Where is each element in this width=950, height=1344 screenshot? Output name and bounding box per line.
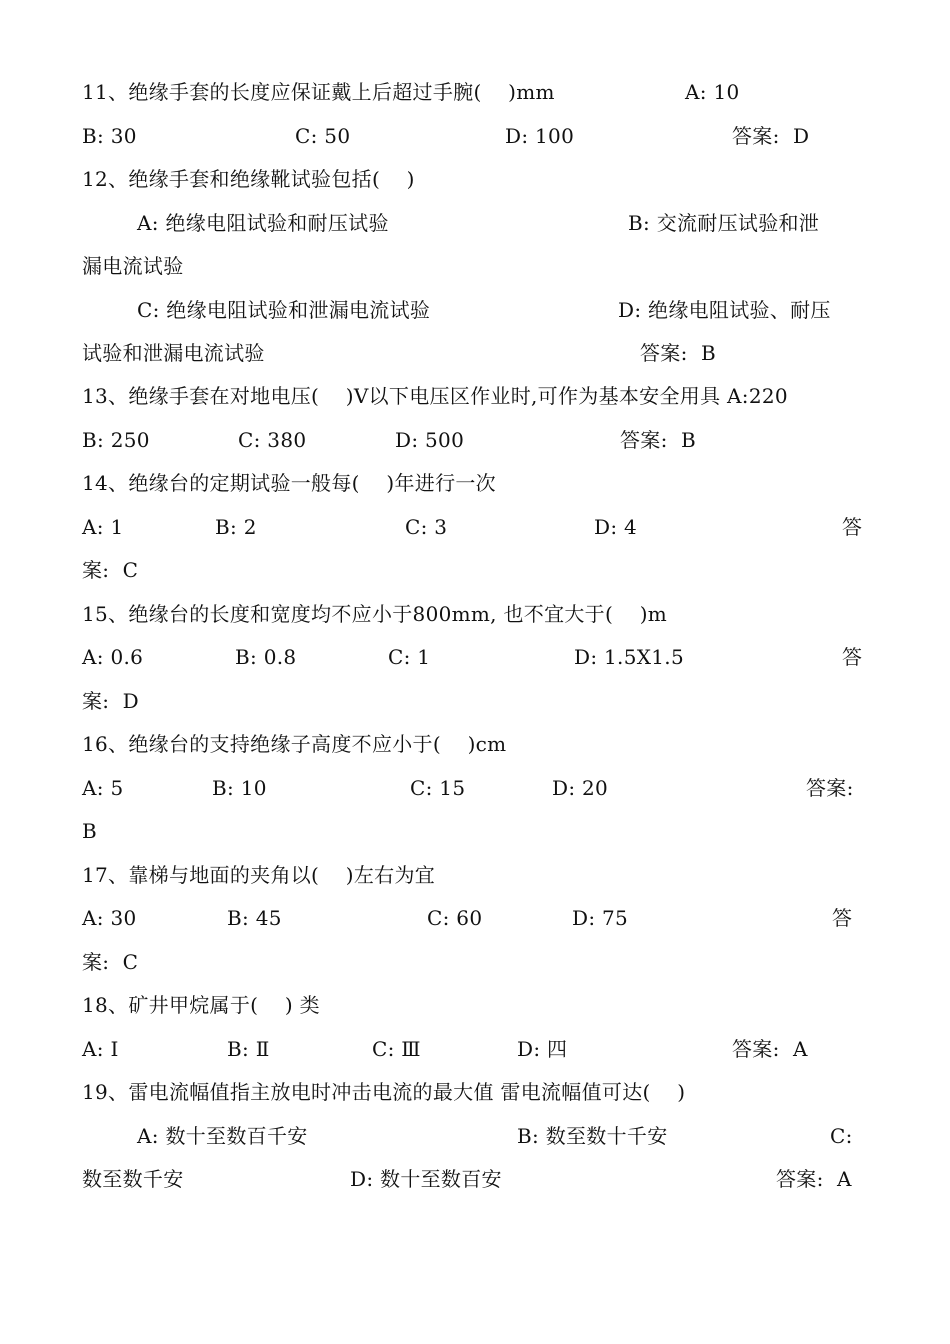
question-13-option-b: B: 250 [82,428,150,452]
question-16-option-d: D: 20 [552,776,609,800]
question-12-option-b-line2: 漏电流试验 [82,254,184,278]
question-19-option-d: D: 数十至数百安 [350,1167,502,1191]
question-17-stem: 17、靠梯与地面的夹角以( )左右为宜 [82,863,436,887]
question-19-stem: 19、雷电流幅值指主放电时冲击电流的最大值 雷电流幅值可达( ) [82,1080,686,1104]
question-18-option-b: B: Ⅱ [227,1037,270,1061]
question-14-option-d: D: 4 [594,515,638,539]
question-14-answer: 案: C [82,558,139,582]
question-17-option-c: C: 60 [427,906,483,930]
question-12-option-c: C: 绝缘电阻试验和泄漏电流试验 [137,298,431,322]
question-12-stem: 12、绝缘手套和绝缘靴试验包括( ) [82,167,415,191]
question-13-stem: 13、绝缘手套在对地电压( )V以下电压区作业时,可作为基本安全用具 A:220 [82,384,788,408]
question-13-option-d: D: 500 [395,428,465,452]
question-16-option-b: B: 10 [212,776,267,800]
question-17-option-b: B: 45 [227,906,282,930]
question-14-answer-label: 答 [842,515,863,539]
question-19-option-a: A: 数十至数百千安 [137,1124,308,1148]
question-17-option-a: A: 30 [82,906,137,930]
question-13-option-c: C: 380 [238,428,307,452]
question-18-option-a: A: Ⅰ [82,1037,119,1061]
question-17-answer: 案: C [82,950,139,974]
question-15-answer: 案: D [82,689,139,713]
question-18-option-c: C: Ⅲ [372,1037,421,1061]
question-15-option-a: A: 0.6 [82,645,144,669]
question-12-answer: 答案: B [640,341,716,365]
question-11-option-c: C: 50 [295,124,351,148]
question-19-option-c-label: C: [830,1124,853,1148]
question-11-option-d: D: 100 [505,124,575,148]
question-15-option-c: C: 1 [388,645,431,669]
question-14-stem: 14、绝缘台的定期试验一般每( )年进行一次 [82,471,496,495]
question-17-answer-label: 答 [832,906,853,930]
question-14-option-b: B: 2 [215,515,257,539]
question-12-option-b-line1: B: 交流耐压试验和泄 [628,211,820,235]
question-16-option-a: A: 5 [82,776,124,800]
question-11-answer: 答案: D [732,124,810,148]
question-15-answer-label: 答 [842,645,863,669]
question-11-option-b: B: 30 [82,124,137,148]
question-15-option-d: D: 1.5X1.5 [574,645,684,669]
question-12-option-d-line1: D: 绝缘电阻试验、耐压 [618,298,831,322]
question-17-option-d: D: 75 [572,906,629,930]
question-16-answer: B [82,819,97,843]
question-15-option-b: B: 0.8 [235,645,297,669]
question-12-option-d-line2: 试验和泄漏电流试验 [82,341,265,365]
question-16-answer-label: 答案: [806,776,854,800]
question-16-option-c: C: 15 [410,776,466,800]
question-18-stem: 18、矿井甲烷属于( ) 类 [82,993,320,1017]
question-14-option-c: C: 3 [405,515,448,539]
question-19-option-b: B: 数至数十千安 [517,1124,668,1148]
question-13-answer: 答案: B [620,428,696,452]
question-15-stem: 15、绝缘台的长度和宽度均不应小于800mm, 也不宜大于( )m [82,602,668,626]
question-19-option-c-text: 数至数千安 [82,1167,184,1191]
question-18-answer: 答案: A [732,1037,808,1061]
question-19-answer: 答案: A [776,1167,852,1191]
question-11-stem: 11、绝缘手套的长度应保证戴上后超过手腕( )mm [82,80,555,104]
question-11-option-a: A: 10 [685,80,740,104]
question-14-option-a: A: 1 [82,515,124,539]
question-12-option-a: A: 绝缘电阻试验和耐压试验 [137,211,389,235]
question-16-stem: 16、绝缘台的支持绝缘子高度不应小于( )cm [82,732,507,756]
question-18-option-d: D: 四 [517,1037,568,1061]
